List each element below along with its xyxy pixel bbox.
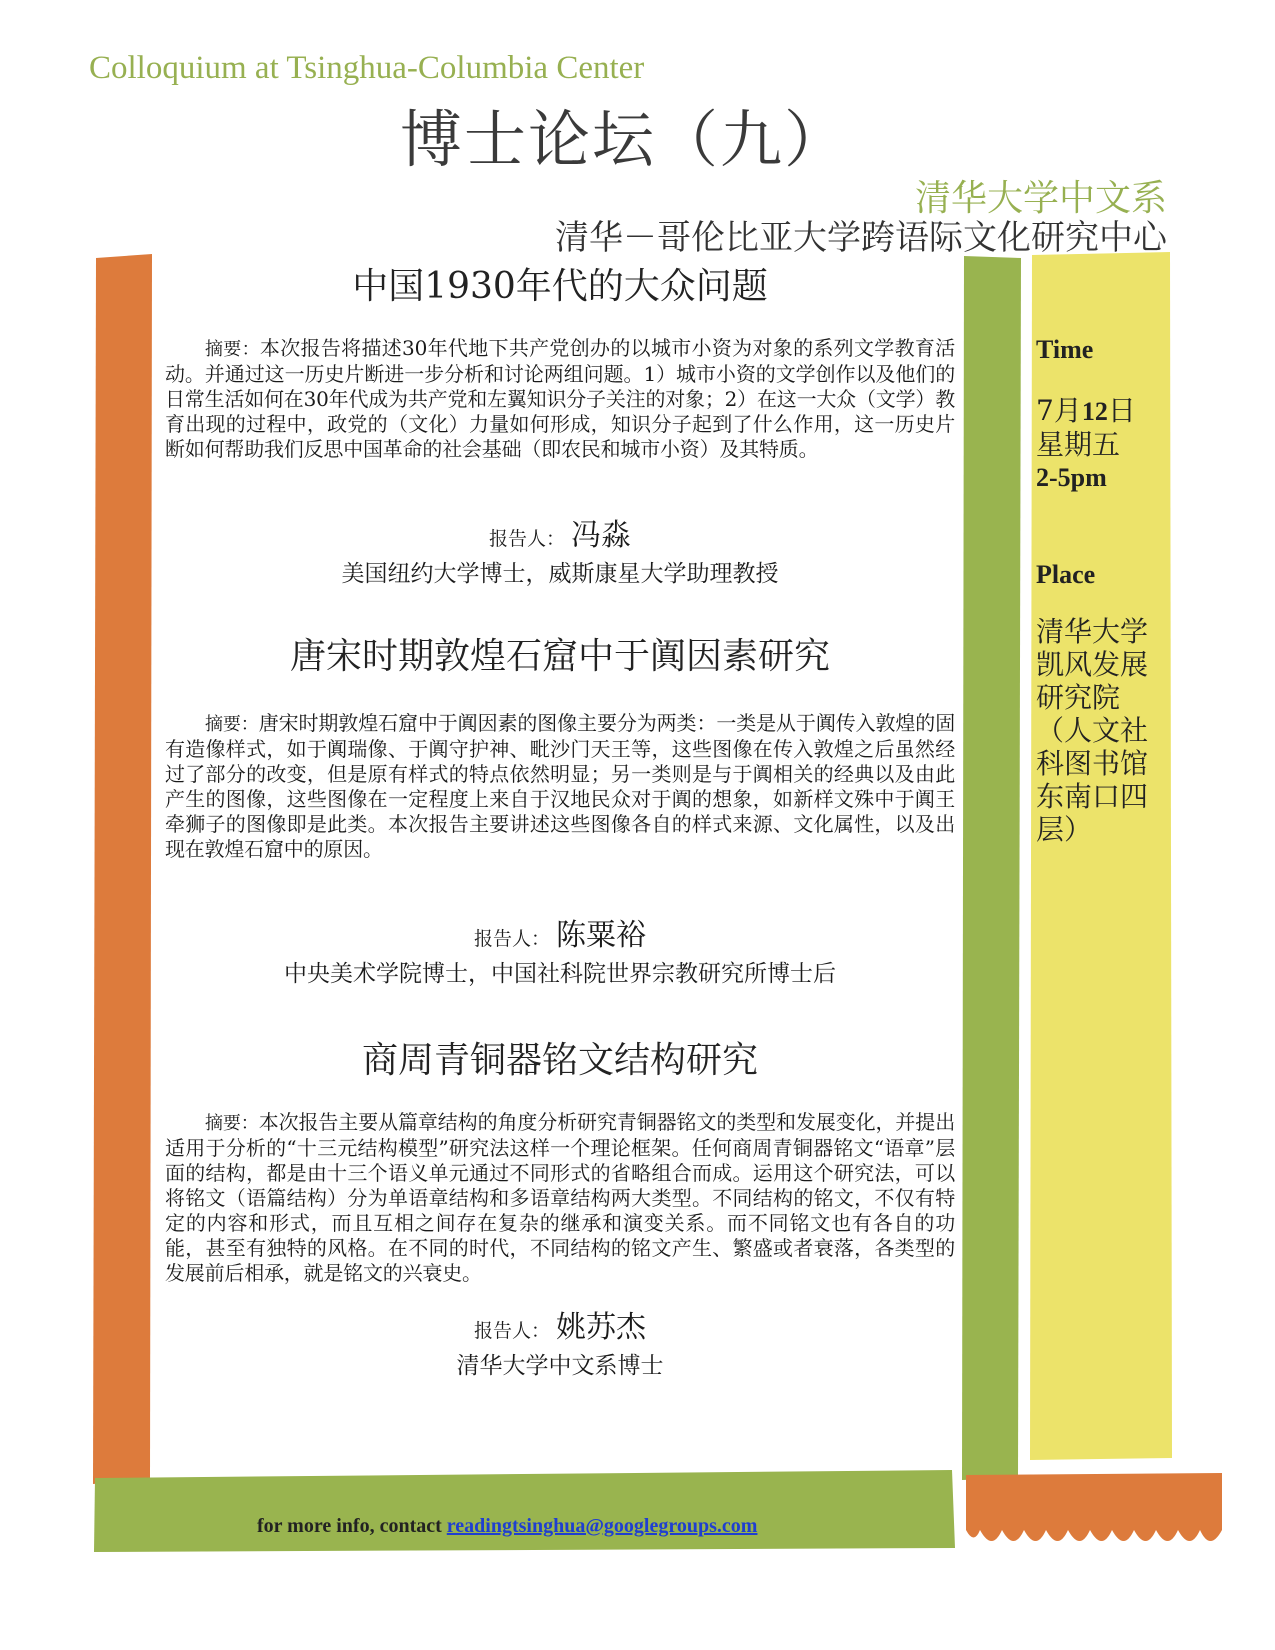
talk-1-speaker-name: 冯淼 [571,518,631,553]
green-bottom-bar [94,1470,955,1552]
talk-3-abstract [165,1110,955,1286]
talk-2-abstract-label: 摘要： [205,714,259,735]
talk-1-title: 中国1930年代的大众问题 [352,266,768,307]
event-date [1036,394,1171,428]
talk-2-abstract-text: 唐宋时期敦煌石窟中于阗因素的图像主要分为两类：一类是从于阗传入敦煌的固有造像样式，如于阗瑞像、于阗守护神、毗沙门天王等，这些图像在传入敦煌之后虽然经过了部分的改变，但是原有样式的特点依然明显；另一类则是与于阗相关的经典以及由此产生的图像，这些图像在一定程度上来自于汉地民众对于阗的想象，如新样文殊中于阗王牵狮子的图像即是此类。本次报告主要讲述这些图像各自的样式来源、文化属性，以及出现在敦煌石窟中的原因。 [165,711,956,861]
talk-2-title: 唐宋时期敦煌石窟中于阗因素研究 [289,636,830,677]
date-day: 12 [1081,397,1108,426]
event-weekday: 星期五 [1036,428,1121,461]
talk-2-speaker-label: 报告人： [473,928,550,950]
talk-2-speaker [160,910,960,954]
talk-3-speaker [160,1302,960,1346]
time-label: Time [1036,335,1094,364]
footer-contact [257,1515,757,1538]
event-hours: 2-5pm [1036,463,1107,492]
talk-3-speaker-label: 报告人： [473,1320,550,1342]
orange-scallop [966,1473,1222,1541]
talk-2-abstract [165,711,955,862]
talk-3-title: 商周青铜器铭文结构研究 [361,1040,758,1081]
org-primary: 清华大学中文系 [914,178,1167,219]
talk-3-abstract-label: 摘要： [205,1113,259,1134]
talk-1-abstract-label: 摘要： [205,339,260,360]
talk-3-speaker-name: 姚苏杰 [556,1310,646,1345]
footer-text: for more info, contact [257,1515,447,1537]
talk-2-affiliation: 中央美术学院博士，中国社科院世界宗教研究所博士后 [284,961,836,987]
place-label: Place [1036,560,1096,589]
talk-1-abstract-text: 本次报告将描述30年代地下共产党创办的以城市小资为对象的系列文学教育活动。并通过这一历史片断进一步分析和讨论两组问题。1）城市小资的文学创作以及他们的日常生活如何在30年代成为共产党和左翼知识分子关注的对象；2）在这一大众（文学）教育出现的过程中，政党的（文化）力量如何形成，知识分子起到了什么作用，这一历史片断如何帮助我们反思中国革命的社会基础（即农民和城市小资）及其特质。 [165,336,955,461]
event-details [1036,333,1171,846]
contact-email-link[interactable]: readingtsinghua@googlegroups.com [446,1515,758,1537]
green-right-bar [962,256,1021,1480]
series-title-en: Colloquium at Tsinghua-Columbia Center [89,50,645,86]
orange-left-bar [93,254,152,1484]
date-day-suffix: 日 [1107,394,1136,427]
date-month: 7月 [1036,394,1082,427]
talk-3-abstract-text: 本次报告主要从篇章结构的角度分析研究青铜器铭文的类型和发展变化，并提出适用于分析的“十三元结构模型”研究法这样一个理论框架。任何商周青铜器铭文“语章”层面的结构，都是由十三个语义单元通过不同形式的省略组合而成。运用这个研究法，可以将铭文（语篇结构）分为单语章结构和多语章结构两大类型。不同结构的铭文，不仅有特定的内容和形式，而且互相之间存在复杂的继承和演变关系。而不同铭文也有各自的功能，甚至有独特的风格。在不同的时代，不同结构的铭文产生、繁盛或者衰落，各类型的发展前后相承，就是铭文的兴衰史。 [165,1110,956,1285]
talk-2-speaker-name: 陈粟裕 [556,918,646,953]
event-place: 清华大学凯风发展研究院（人文社科图书馆东南口四层） [1036,615,1149,846]
org-secondary: 清华－哥伦比亚大学跨语际文化研究中心 [555,218,1167,258]
talk-1-speaker-label: 报告人： [488,528,565,550]
talk-1-abstract [165,336,955,462]
main-title: 博士论坛（九） [400,103,849,176]
talk-1-affiliation: 美国纽约大学博士，威斯康星大学助理教授 [341,561,779,587]
talk-1-speaker [160,510,960,554]
talk-3-affiliation: 清华大学中文系博士 [456,1353,664,1379]
